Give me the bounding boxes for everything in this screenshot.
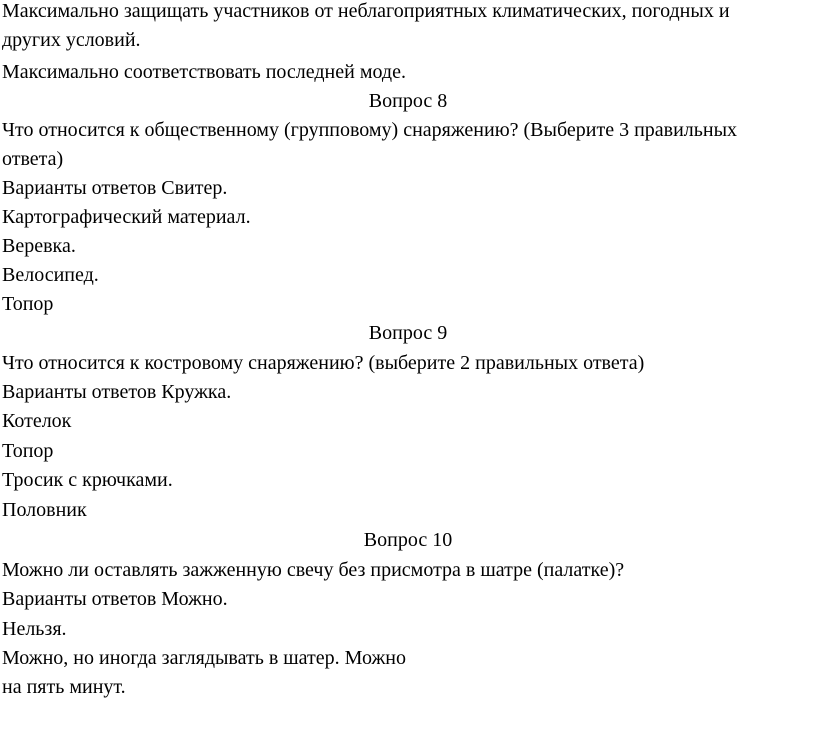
question-8-title: Вопрос 8 <box>368 90 448 112</box>
question-10-option-3: Можно, но иногда заглядывать в шатер. Можно <box>2 647 406 669</box>
intro-line-3: Максимально соответствовать последней моде. <box>2 61 406 83</box>
question-8-option-4: Велосипед. <box>2 264 99 286</box>
question-9-option-5: Половник <box>2 499 87 521</box>
question-8-text-1: Что относится к общественному (групповому) снаряжению? (Выберите 3 правильных <box>2 119 738 141</box>
question-10-option-1: Варианты ответов Можно. <box>2 588 228 610</box>
question-9-option-4: Тросик с крючками. <box>2 469 173 491</box>
question-9-text-1: Что относится к костровому снаряжению? (выберите 2 правильных ответа) <box>2 352 645 374</box>
question-9-option-2: Котелок <box>2 410 72 432</box>
question-10-title: Вопрос 10 <box>363 529 453 551</box>
question-8-option-5: Топор <box>2 293 54 315</box>
question-8-option-1: Варианты ответов Свитер. <box>2 177 228 199</box>
intro-line-2: других условий. <box>2 29 141 51</box>
question-8-option-3: Веревка. <box>2 235 76 257</box>
question-10-text-1: Можно ли оставлять зажженную свечу без присмотра в шатре (палатке)? <box>2 559 625 581</box>
question-8-text-2: ответа) <box>2 148 64 170</box>
question-10-option-2: Нельзя. <box>2 618 67 640</box>
question-9-option-3: Топор <box>2 440 54 462</box>
intro-line-1: Максимально защищать участников от неблагоприятных климатических, погодных и <box>2 0 730 22</box>
question-8-option-2: Картографический материал. <box>2 206 251 228</box>
question-9-option-1: Варианты ответов Кружка. <box>2 381 232 403</box>
question-10-option-4: на пять минут. <box>2 676 126 698</box>
question-9-title: Вопрос 9 <box>368 322 448 344</box>
